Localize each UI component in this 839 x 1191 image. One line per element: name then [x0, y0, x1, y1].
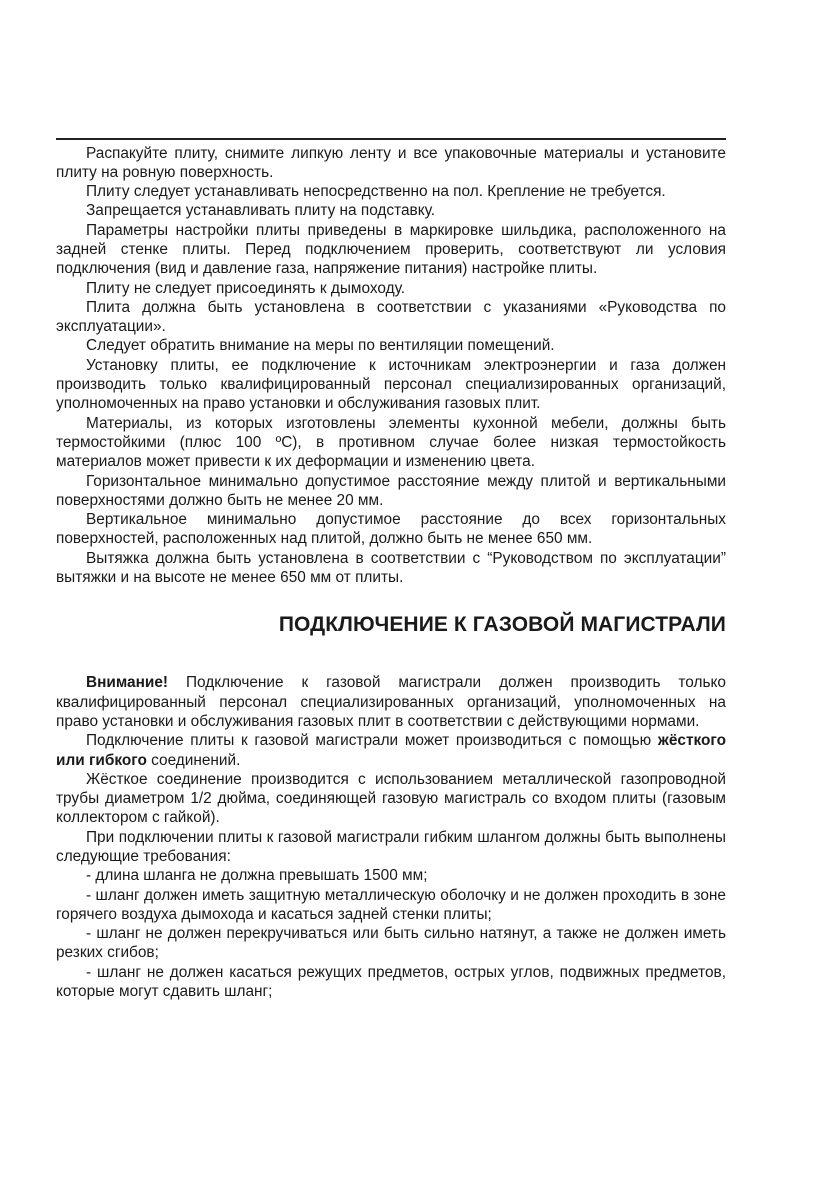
paragraph: Плита должна быть установлена в соответствии с указаниями «Руководства по эксплуатации».	[56, 298, 726, 336]
paragraph: Плиту не следует присоединять к дымоходу.	[86, 279, 406, 297]
list-item: - длина шланга не должна превышать 1500 мм;	[86, 867, 428, 885]
list-item: - шланг должен иметь защитную металлическую оболочку и не должен проходить в зоне горячего воздуха дымохода и касаться задней стенки плиты;	[56, 886, 726, 923]
paragraph: Вытяжка должна быть установлена в соответствии с “Руководством по эксплуатации” вытяжки и на высоте не менее 650 мм от плиты.	[56, 549, 726, 587]
page-content	[56, 138, 726, 1001]
paragraph: Материалы, из которых изготовлены элементы кухонной мебели, должны быть термостойкими (плюс 100 ºС), в противном случае более низкая термостойкость материалов может привести к их деформации и изменению цвета.	[56, 414, 726, 471]
connection-text-start: Подключение плиты к газовой магистрали может производиться с помощью	[86, 732, 658, 750]
installation-section	[56, 144, 726, 588]
connection-text-end: соединений.	[146, 751, 241, 769]
paragraph: Запрещается устанавливать плиту на подставку.	[86, 202, 436, 220]
section-heading: ПОДКЛЮЧЕНИЕ К ГАЗОВОЙ МАГИСТРАЛИ	[278, 613, 726, 637]
paragraph: Распакуйте плиту, снимите липкую ленту и все упаковочные материалы и установите плиту на ровную поверхность.	[56, 144, 726, 181]
warning-label: Внимание!	[86, 674, 169, 692]
paragraph: Следует обратить внимание на меры по вентиляции помещений.	[86, 337, 555, 355]
paragraph: Установку плиты, ее подключение к источникам электроэнергии и газа должен производить только квалифицированный персонал специализированных организаций, уполномоченных на право установки и обслуживания газовых плит.	[56, 356, 726, 413]
warning-paragraph	[56, 673, 726, 731]
list-item: - шланг не должен перекручиваться или быть сильно натянут, а также не должен иметь резких сгибов;	[56, 925, 726, 962]
warning-text: Подключение к газовой магистрали должен производить только квалифицированный персонал специализированных организаций, уполномоченных на право установки и обслуживания газовых плит в соответствии с действующими нормами.	[56, 674, 726, 730]
paragraph: Параметры настройки плиты приведены в маркировке шильдика, расположенного на задней стенке плиты. Перед подключением проверить, соответствуют ли условия подключения (вид и давление газа, напряжение питания) настройке плиты.	[56, 221, 726, 278]
paragraph: При подключении плиты к газовой магистрали гибким шлангом должны быть выполнены следующие требования:	[56, 828, 726, 865]
paragraph: Горизонтальное минимально допустимое расстояние между плитой и вертикальными поверхностями должно быть не менее 20 мм.	[56, 472, 726, 509]
top-rule	[56, 138, 726, 140]
paragraph: Плиту следует устанавливать непосредственно на пол. Крепление не требуется.	[86, 183, 666, 201]
connection-types: жёсткого или гибкого	[56, 732, 726, 769]
list-item: - шланг не должен касаться режущих предметов, острых углов, подвижных предметов, которые могут сдавить шланг;	[56, 963, 726, 1001]
paragraph: Вертикальное минимально допустимое расстояние до всех горизонтальных поверхностей, расположенных над плитой, должно быть не менее 650 мм.	[56, 511, 726, 548]
connection-paragraph	[56, 731, 726, 770]
paragraph: Жёсткое соединение производится с использованием металлической газопроводной трубы диаметром 1/2 дюйма, соединяющей газовую магистраль со входом плиты (газовым коллектором с гайкой).	[56, 770, 726, 827]
gas-connection-section	[56, 673, 726, 1001]
